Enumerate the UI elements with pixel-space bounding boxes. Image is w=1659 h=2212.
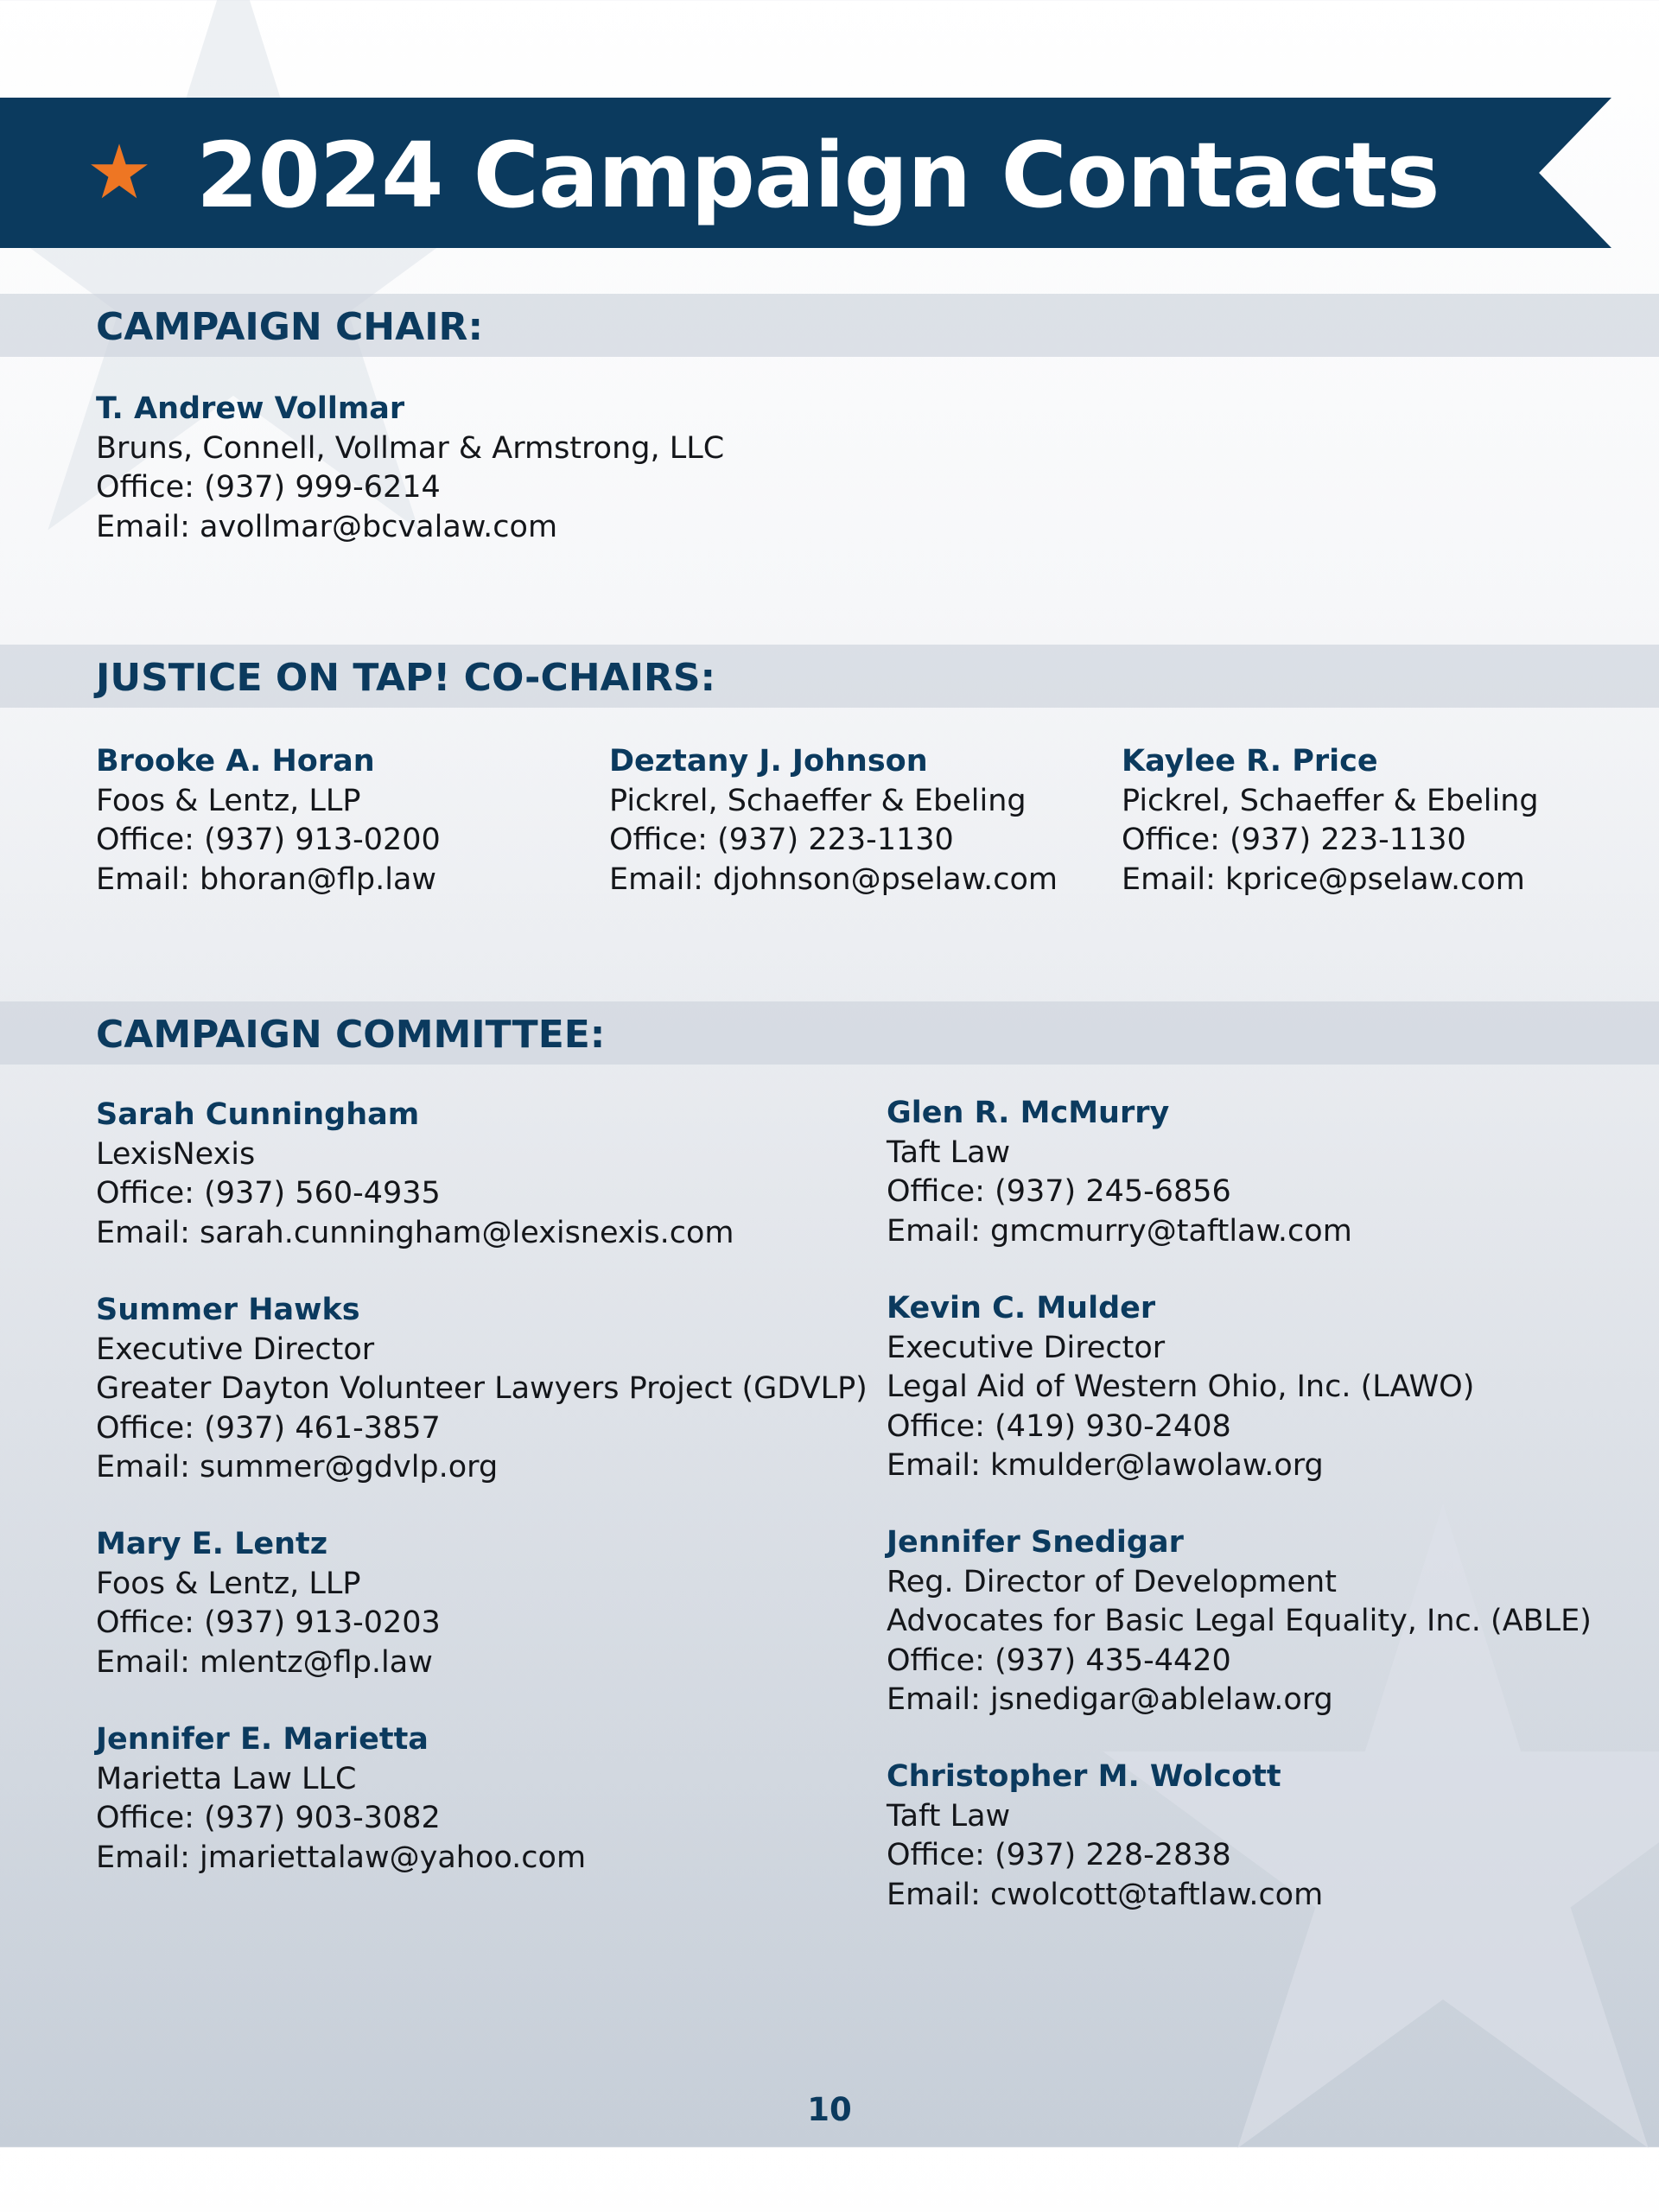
contact-office-phone: Office: (937) 223-1130 (609, 823, 954, 857)
contact-title: Executive Director (96, 1332, 375, 1367)
contact-name: Deztany J. Johnson (609, 744, 928, 779)
contact-email: Email: cwolcott@taftlaw.com (887, 1877, 1324, 1912)
contact-name: T. Andrew Vollmar (96, 391, 405, 426)
contact-card (96, 742, 441, 899)
contact-office-phone: Office: (937) 228-2838 (887, 1838, 1231, 1872)
contact-card (887, 1289, 1474, 1486)
contact-card (1122, 742, 1539, 899)
contact-card (609, 742, 1058, 899)
contact-card (887, 1094, 1352, 1251)
contact-office-phone: Office: (937) 435-4420 (887, 1643, 1231, 1678)
contact-email: Email: mlentz@flp.law (96, 1644, 433, 1680)
contact-organization: Pickrel, Schaeffer & Ebeling (1122, 783, 1539, 818)
contact-title: Reg. Director of Development (887, 1564, 1337, 1599)
contact-organization: Foos & Lentz, LLP (96, 783, 361, 818)
section-heading: CAMPAIGN CHAIR: (96, 305, 484, 349)
contact-organization: Foos & Lentz, LLP (96, 1566, 361, 1601)
page-number: 10 (807, 2091, 852, 2128)
contact-office-phone: Office: (937) 903-3082 (96, 1801, 441, 1835)
contact-name: Summer Hawks (96, 1293, 360, 1327)
contact-title: Executive Director (887, 1330, 1166, 1365)
contact-office-phone: Office: (937) 245-6856 (887, 1174, 1231, 1209)
contact-email: Email: avollmar@bcvalaw.com (96, 509, 558, 544)
contact-office-phone: Office: (937) 223-1130 (1122, 823, 1466, 857)
contact-email: Email: jmariettalaw@yahoo.com (96, 1840, 587, 1875)
contact-office-phone: Office: (937) 999-6214 (96, 470, 441, 505)
contact-card (96, 390, 724, 547)
contact-email: Email: sarah.cunningham@lexisnexis.com (96, 1215, 734, 1250)
contact-organization: Pickrel, Schaeffer & Ebeling (609, 783, 1027, 818)
contact-office-phone: Office: (937) 560-4935 (96, 1176, 441, 1211)
contact-email: Email: jsnedigar@ablelaw.org (887, 1682, 1333, 1717)
contact-email: Email: kprice@pselaw.com (1122, 861, 1525, 897)
contact-organization: Taft Law (887, 1135, 1011, 1170)
contact-name: Kevin C. Mulder (887, 1291, 1156, 1325)
contact-organization: Bruns, Connell, Vollmar & Armstrong, LLC (96, 430, 725, 466)
contact-organization: Legal Aid of Western Ohio, Inc. (LAWO) (887, 1370, 1475, 1404)
contact-name: Jennifer E. Marietta (96, 1722, 429, 1757)
contact-name: Glen R. McMurry (887, 1096, 1170, 1130)
contact-name: Sarah Cunningham (96, 1097, 420, 1132)
contact-office-phone: Office: (419) 930-2408 (887, 1408, 1231, 1444)
contact-email: Email: djohnson@pselaw.com (609, 861, 1058, 897)
contact-name: Mary E. Lentz (96, 1527, 328, 1561)
contact-organization: Advocates for Basic Legal Equality, Inc. (ABLE) (887, 1604, 1592, 1638)
section-heading: JUSTICE ON TAP! CO-CHAIRS: (96, 656, 716, 700)
page-title: 2024 Campaign Contacts (196, 123, 1440, 228)
star-icon (89, 143, 149, 203)
contact-organization: LexisNexis (96, 1136, 256, 1172)
contact-card (887, 1758, 1323, 1915)
section-band-committee (0, 1001, 1659, 1065)
section-heading: CAMPAIGN COMMITTEE: (96, 1013, 606, 1057)
contact-office-phone: Office: (937) 913-0203 (96, 1605, 441, 1640)
contact-email: Email: gmcmurry@taftlaw.com (887, 1213, 1352, 1249)
contact-email: Email: kmulder@lawolaw.org (887, 1448, 1324, 1483)
contact-organization: Marietta Law LLC (96, 1761, 357, 1796)
contact-name: Kaylee R. Price (1122, 744, 1378, 779)
contact-organization: Taft Law (887, 1798, 1011, 1834)
contact-organization: Greater Dayton Volunteer Lawyers Project (GDVLP) (96, 1371, 868, 1406)
contact-office-phone: Office: (937) 913-0200 (96, 823, 441, 857)
contact-card (96, 1096, 734, 1253)
contact-email: Email: bhoran@flp.law (96, 861, 437, 897)
section-band-campaign-chair (0, 294, 1659, 357)
contact-email: Email: summer@gdvlp.org (96, 1450, 499, 1484)
contact-card (887, 1523, 1592, 1720)
contact-office-phone: Office: (937) 461-3857 (96, 1410, 441, 1446)
contact-name: Christopher M. Wolcott (887, 1759, 1281, 1794)
contact-card (96, 1291, 868, 1488)
contact-card (96, 1720, 586, 1878)
contact-name: Brooke A. Horan (96, 744, 375, 779)
contact-name: Jennifer Snedigar (887, 1525, 1184, 1560)
contact-card (96, 1525, 441, 1682)
section-band-co-chairs (0, 645, 1659, 708)
